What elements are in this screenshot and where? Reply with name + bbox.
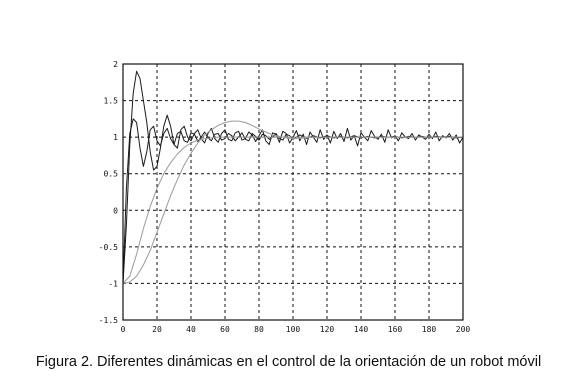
x-tick-label: 20 [152,325,162,334]
x-tick-label: 60 [220,325,230,334]
x-tick-label: 180 [421,325,437,334]
figure-caption: Figura 2. Diferentes dinámicas en el control de la orientación de un robot móvil [35,354,542,370]
x-axis-ticks [121,325,471,334]
y-tick-label: 0 [113,206,118,216]
y-tick-label: -0.5 [98,242,118,252]
y-tick-label: -1 [108,279,118,289]
x-tick-label: 40 [186,325,196,334]
y-tick-label: 0.5 [103,169,118,179]
y-axis-ticks [99,60,118,325]
x-tick-label: 120 [319,325,335,334]
x-tick-label: 80 [254,325,264,334]
y-tick-label: -1.5 [98,316,118,325]
grid-lines [123,64,463,320]
y-tick-label: 1 [113,133,118,143]
x-tick-label: 200 [455,325,471,334]
x-tick-label: 0 [120,325,126,334]
y-tick-label: 2 [113,60,118,69]
x-tick-label: 100 [285,325,301,334]
y-tick-label: 1.5 [103,96,118,106]
x-tick-label: 140 [353,325,369,334]
x-tick-label: 160 [387,325,403,334]
